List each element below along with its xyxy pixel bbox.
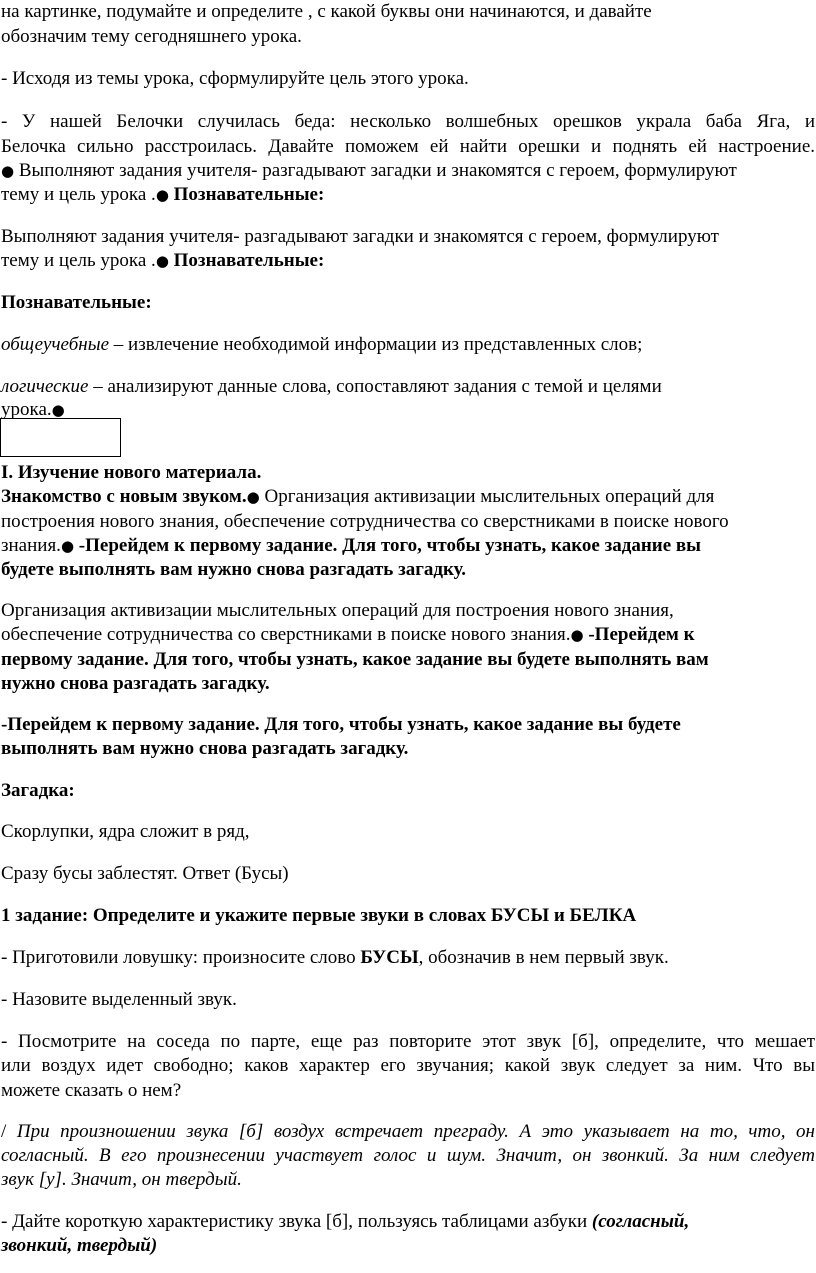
squirrel-line-1: - У нашей Белочки случилась беда: несколько волшебных орешков украла баба Яга, и	[1, 111, 815, 132]
repeat-line-2	[1, 249, 324, 273]
new-sound-title: Знакомство с новым звуком.	[1, 486, 247, 507]
logic-skills-term: логические	[1, 376, 89, 397]
intro-line-2: обозначим тему сегодняшнего урока.	[1, 26, 302, 47]
general-skills-text: – извлечение необходимой информации из представленных слов;	[109, 334, 643, 355]
logic-skills-text: – анализируют данные слова, сопоставляют задания с темой и целями	[88, 376, 662, 397]
squirrel-line-3-text: Выполняют задания учителя- разгадывают загадки и знакомятся с героем, формулируют	[14, 160, 737, 181]
new-material-line-3-text: знания.	[1, 535, 61, 556]
trap-text-a: - Приготовили ловушку: произносите слово	[1, 947, 361, 968]
bullet-icon: ●	[570, 626, 584, 644]
new-material-line-4	[1, 558, 466, 582]
go-line-1-bold: -Перейдем к первому задание. Для того, чтобы узнать, какое задание вы будете	[1, 714, 681, 735]
go-line-2	[1, 737, 408, 761]
org-line-4	[1, 672, 270, 696]
goal-paragraph: - Исходя из темы урока, сформулируйте цель этого урока.	[1, 68, 469, 89]
bullet-icon: ●	[1, 162, 15, 180]
task1-heading-text: 1 задание: Определите и укажите первые звуки в словах БУСЫ и БЕЛКА	[1, 905, 637, 926]
go-line-1	[1, 713, 681, 737]
cognitive-heading-text: Познавательные:	[1, 292, 152, 313]
squirrel-line-3	[1, 159, 737, 183]
logic-skills-end-text: урока.	[1, 399, 52, 420]
squirrel-line-4-text: тему и цель урока .	[1, 184, 156, 205]
cognitive-heading	[1, 291, 152, 315]
riddle-heading	[1, 779, 75, 803]
general-skills-line	[1, 333, 642, 357]
characteristic-answer-1: (согласный,	[591, 1211, 690, 1232]
new-material-line-3-bold: -Перейдем к первому задание. Для того, чтобы узнать, какое задание вы	[74, 535, 701, 556]
new-material-heading	[1, 461, 261, 485]
new-material-line-1	[1, 485, 714, 509]
characteristic-line-1	[1, 1210, 689, 1234]
logic-skills-line	[1, 375, 662, 399]
answer-line-3-text: звук [у]. Значит, он твердый.	[1, 1169, 242, 1190]
bullet-icon: ●	[51, 401, 65, 419]
name-sound-line: - Назовите выделенный звук.	[1, 989, 237, 1010]
org-line-2-text: обеспечение сотрудничества со сверстниками в поиске нового знания.	[1, 624, 571, 645]
repeat-line-2-text: тему и цель урока .	[1, 250, 156, 271]
answer-line-1	[1, 1120, 815, 1144]
squirrel-line-4	[1, 183, 324, 207]
look-line-2: или воздух идет свободно; каков характер его звучания; какой звук следует за ним. Что вы	[1, 1055, 815, 1076]
go-line-2-bold: выполнять вам нужно снова разгадать загадку.	[1, 738, 409, 759]
new-material-heading-text: I. Изучение нового материала.	[1, 462, 262, 483]
answer-line-2-text: согласный. В его произнесении участвует голос и шум. Значит, он звонкий. За ним следует	[1, 1145, 815, 1166]
org-line-4-bold: нужно снова разгадать загадку.	[1, 673, 270, 694]
bullet-icon: ●	[60, 537, 75, 555]
answer-line-3	[1, 1168, 242, 1192]
riddle-line-1: Скорлупки, ядра сложит в ряд,	[1, 821, 250, 842]
org-line-2-bold: -Перейдем к	[583, 624, 695, 645]
characteristic-answer-2: звонкий, твердый)	[1, 1235, 158, 1256]
task1-heading	[1, 904, 636, 928]
new-material-line-4-bold: будете выполнять вам нужно снова разгадать загадку.	[1, 559, 466, 580]
characteristic-line-2	[1, 1234, 157, 1258]
squirrel-line-4-bold: Познавательные:	[168, 184, 325, 205]
repeat-line-1: Выполняют задания учителя- разгадывают загадки и знакомятся с героем, формулируют	[1, 226, 719, 247]
empty-table-cell	[0, 418, 121, 457]
bullet-icon: ●	[246, 488, 260, 506]
bullet-icon: ●	[155, 186, 169, 204]
repeat-line-2-bold: Познавательные:	[168, 250, 325, 271]
riddle-line-2: Сразу бусы заблестят. Ответ (Бусы)	[1, 863, 289, 884]
answer-line-1-text: При произношении звука [б] воздух встречает преграду. А это указывает на то, что, он	[6, 1121, 815, 1142]
bullet-icon: ●	[155, 252, 169, 270]
answer-slash: /	[1, 1121, 7, 1142]
characteristic-text: - Дайте короткую характеристику звука [б], пользуясь таблицами азбуки	[1, 1211, 592, 1232]
new-material-line-1-text: Организация активизации мыслительных операций для	[259, 486, 715, 507]
trap-text-b: , обозначив в нем первый звук.	[418, 947, 669, 968]
org-line-3-bold: первому задание. Для того, чтобы узнать, какое задание вы будете выполнять вам	[1, 649, 709, 670]
trap-word: БУСЫ	[360, 947, 419, 968]
answer-line-2	[1, 1144, 815, 1168]
new-material-line-3	[1, 534, 701, 558]
org-line-3	[1, 648, 709, 672]
squirrel-line-2: Белочка сильно расстроилась. Давайте поможем ей найти орешки и поднять ей настроение.	[1, 136, 815, 157]
org-line-1: Организация активизации мыслительных операций для построения нового знания,	[1, 600, 674, 621]
trap-line	[1, 946, 669, 970]
look-line-3: можете сказать о нем?	[1, 1080, 182, 1101]
new-material-line-2: построения нового знания, обеспечение сотрудничества со сверстниками в поиске нового	[1, 511, 729, 532]
intro-line-1: на картинке, подумайте и определите , с какой буквы они начинаются, и давайте	[1, 1, 652, 22]
riddle-heading-text: Загадка:	[1, 780, 75, 801]
org-line-2	[1, 623, 695, 647]
look-line-1: - Посмотрите на соседа по парте, еще раз повторите этот звук [б], определите, что мешает	[1, 1031, 815, 1052]
general-skills-term: общеучебные	[1, 334, 110, 355]
